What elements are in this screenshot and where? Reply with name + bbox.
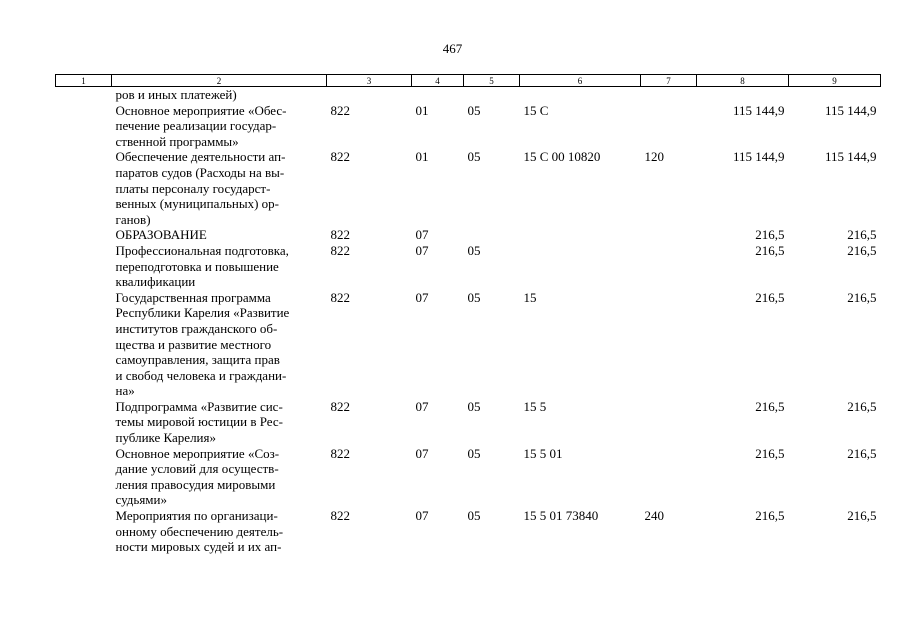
cell-section: 07	[415, 508, 429, 524]
description-line: Основное мероприятие «Соз-	[115, 445, 280, 461]
cell-subsection: 05	[467, 398, 481, 414]
cell-amount-b	[789, 87, 881, 103]
table-row	[56, 227, 881, 243]
row-description	[112, 508, 327, 555]
cell-col1	[56, 87, 112, 103]
description-line: паратов судов (Расходы на вы-	[115, 164, 285, 180]
cell-col1	[56, 149, 112, 227]
cell-subsection: 05	[467, 289, 481, 305]
cell-subsection: 05	[467, 445, 481, 461]
cell-amount-b: 115 144,9	[824, 149, 877, 165]
table-row	[56, 508, 881, 555]
cell-ministry-code: 822	[330, 508, 350, 524]
cell-target-item	[520, 243, 641, 290]
cell-col1	[56, 290, 112, 399]
table-row	[56, 446, 881, 508]
cell-amount-b: 115 144,9	[824, 102, 877, 118]
table-row	[56, 290, 881, 399]
cell-section: 07	[415, 398, 429, 414]
column-header: 9	[789, 75, 881, 87]
cell-subsection	[464, 227, 520, 243]
cell-amount-b: 216,5	[847, 508, 877, 524]
description-line: печение реализации государ-	[115, 118, 277, 134]
budget-table	[55, 74, 881, 555]
cell-ministry-code: 822	[330, 227, 350, 243]
cell-col1	[56, 399, 112, 446]
cell-section: 07	[415, 289, 429, 305]
page-number: 467	[442, 41, 463, 56]
cell-col1	[56, 103, 112, 150]
cell-target-item: 15 5 01 73840	[523, 508, 599, 524]
description-line: Основное мероприятие «Обес-	[115, 102, 287, 118]
cell-amount-b: 216,5	[847, 398, 877, 414]
column-header: 2	[112, 75, 327, 87]
cell-col1	[56, 508, 112, 555]
cell-expense-type	[641, 446, 697, 508]
cell-col1	[56, 243, 112, 290]
cell-ministry-code: 822	[330, 445, 350, 461]
cell-section: 07	[415, 242, 429, 258]
cell-amount-a: 216,5	[755, 445, 785, 461]
cell-expense-type	[641, 227, 697, 243]
description-line: Мероприятия по организаци-	[115, 508, 278, 524]
table-row	[56, 149, 881, 227]
cell-section: 07	[415, 445, 429, 461]
cell-expense-type	[641, 290, 697, 399]
cell-ministry-code: 822	[330, 149, 350, 165]
cell-subsection: 05	[467, 242, 481, 258]
column-header: 4	[412, 75, 464, 87]
description-line: самоуправления, защита прав	[115, 352, 280, 368]
cell-target-item: 15 5 01	[523, 445, 563, 461]
cell-amount-a: 216,5	[755, 508, 785, 524]
cell-amount-b: 216,5	[847, 227, 877, 243]
cell-amount-b: 216,5	[847, 289, 877, 305]
row-description	[112, 399, 327, 446]
description-line: дание условий для осуществ-	[115, 461, 279, 477]
cell-section: 01	[415, 149, 429, 165]
cell-expense-type: 240	[644, 508, 664, 524]
cell-amount-a: 216,5	[755, 289, 785, 305]
description-line: венных (муниципальных) ор-	[115, 196, 279, 212]
cell-col1	[56, 227, 112, 243]
cell-section: 01	[415, 102, 429, 118]
cell-ministry-code: 822	[330, 242, 350, 258]
description-line: Профессиональная подготовка,	[115, 242, 289, 258]
column-header: 1	[56, 75, 112, 87]
description-line: ности мировых судей и их ап-	[115, 539, 282, 555]
row-description	[112, 103, 327, 150]
description-line: судьями»	[115, 492, 167, 508]
cell-subsection: 05	[467, 102, 481, 118]
cell-amount-b: 216,5	[847, 242, 877, 258]
table-row	[56, 243, 881, 290]
cell-target-item: 15 С 00 10820	[523, 149, 601, 165]
description-line: ганов)	[115, 211, 151, 227]
cell-subsection: 05	[467, 508, 481, 524]
description-line: ров и иных платежей)	[115, 87, 237, 102]
column-header: 5	[464, 75, 520, 87]
cell-subsection: 05	[467, 149, 481, 165]
cell-expense-type: 120	[644, 149, 664, 165]
description-line: платы персоналу государст-	[115, 180, 271, 196]
cell-amount-a: 115 144,9	[732, 102, 785, 118]
cell-target-item	[520, 227, 641, 243]
cell-target-item: 15 5	[523, 398, 547, 414]
column-number-row	[56, 75, 881, 87]
cell-expense-type	[641, 87, 697, 103]
table-row	[56, 87, 881, 103]
description-line: ления правосудия мировыми	[115, 476, 276, 492]
cell-expense-type	[641, 243, 697, 290]
cell-ministry-code: 822	[330, 102, 350, 118]
cell-col1	[56, 446, 112, 508]
description-line: ОБРАЗОВАНИЕ	[115, 227, 207, 243]
row-description	[112, 149, 327, 227]
column-header: 8	[697, 75, 789, 87]
description-line: переподготовка и повышение	[115, 258, 279, 274]
column-header: 7	[641, 75, 697, 87]
cell-ministry-code: 822	[330, 398, 350, 414]
cell-ministry-code: 822	[330, 289, 350, 305]
cell-target-item: 15	[523, 289, 537, 305]
cell-section: 07	[415, 227, 429, 243]
cell-amount-b: 216,5	[847, 445, 877, 461]
row-description	[112, 243, 327, 290]
description-line: институтов гражданского об-	[115, 320, 278, 336]
description-line: онному обеспечению деятель-	[115, 523, 284, 539]
description-line: на»	[115, 383, 135, 399]
column-header: 3	[327, 75, 412, 87]
cell-subsection	[464, 87, 520, 103]
cell-amount-a	[697, 87, 789, 103]
row-description	[112, 446, 327, 508]
row-description	[112, 227, 327, 243]
cell-section	[412, 87, 464, 103]
cell-amount-a: 115 144,9	[732, 149, 785, 165]
cell-amount-a: 216,5	[755, 227, 785, 243]
description-line: Подпрограмма «Развитие сис-	[115, 398, 283, 414]
row-description	[112, 290, 327, 399]
row-description	[112, 87, 327, 103]
description-line: щества и развитие местного	[115, 336, 272, 352]
description-line: Республики Карелия «Развитие	[115, 305, 290, 321]
table-row	[56, 103, 881, 150]
column-header: 6	[520, 75, 641, 87]
cell-target-item: 15 С	[523, 102, 549, 118]
cell-amount-a: 216,5	[755, 242, 785, 258]
cell-expense-type	[641, 399, 697, 446]
description-line: и свобод человека и граждани-	[115, 367, 287, 383]
cell-expense-type	[641, 103, 697, 150]
table-row	[56, 399, 881, 446]
table-body	[56, 87, 881, 555]
cell-ministry-code	[327, 87, 412, 103]
description-line: темы мировой юстиции в Рес-	[115, 414, 283, 430]
description-line: Государственная программа	[115, 289, 271, 305]
description-line: Обеспечение деятельности ап-	[115, 149, 286, 165]
description-line: публике Карелия»	[115, 430, 216, 446]
cell-target-item	[520, 87, 641, 103]
description-line: ственной программы»	[115, 133, 239, 149]
cell-amount-a: 216,5	[755, 398, 785, 414]
description-line: квалификации	[115, 274, 196, 290]
